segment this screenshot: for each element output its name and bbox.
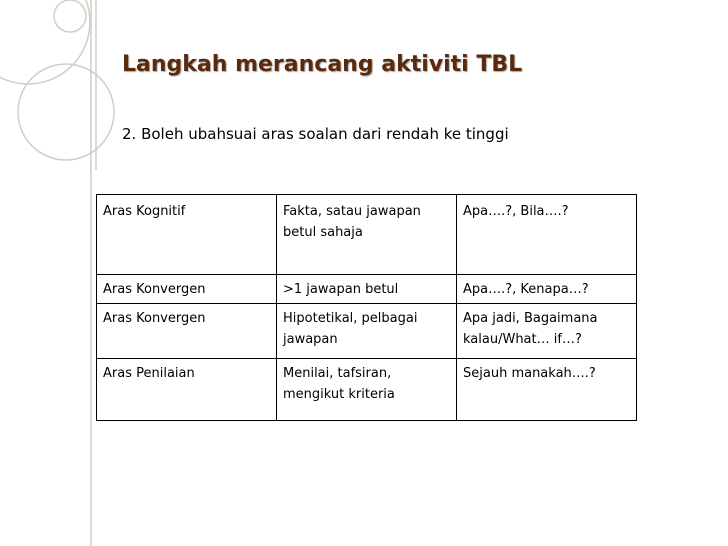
table-cell-description: Hipotetikal, pelbagai jawapan: [277, 304, 457, 359]
table-cell-level: Aras Penilaian: [97, 359, 277, 421]
deco-circle-medium: [18, 64, 114, 160]
table-cell-example: Sejauh manakah….?: [457, 359, 637, 421]
table-cell-level: Aras Konvergen: [97, 275, 277, 304]
table-cell-description: Fakta, satau jawapan betul sahaja: [277, 195, 457, 275]
question-level-table: [96, 194, 637, 421]
slide-title: Langkah merancang aktiviti TBL: [122, 52, 523, 77]
slide-subtitle: 2. Boleh ubahsuai aras soalan dari rendah ke tinggi: [122, 125, 509, 143]
table-cell-example: Apa….?, Bila….?: [457, 195, 637, 275]
table-row: [97, 304, 637, 359]
table-cell-description: >1 jawapan betul: [277, 275, 457, 304]
table-cell-level: Aras Kognitif: [97, 195, 277, 275]
deco-circle-large: [0, 0, 90, 84]
table-cell-example: Apa jadi, Bagaimana kalau/What… if…?: [457, 304, 637, 359]
deco-circle-small: [54, 0, 86, 32]
table-row: [97, 359, 637, 421]
table-cell-level: Aras Konvergen: [97, 304, 277, 359]
table-row: [97, 275, 637, 304]
table-cell-example: Apa….?, Kenapa…?: [457, 275, 637, 304]
table-row: [97, 195, 637, 275]
table-cell-description: Menilai, tafsiran, mengikut kriteria: [277, 359, 457, 421]
